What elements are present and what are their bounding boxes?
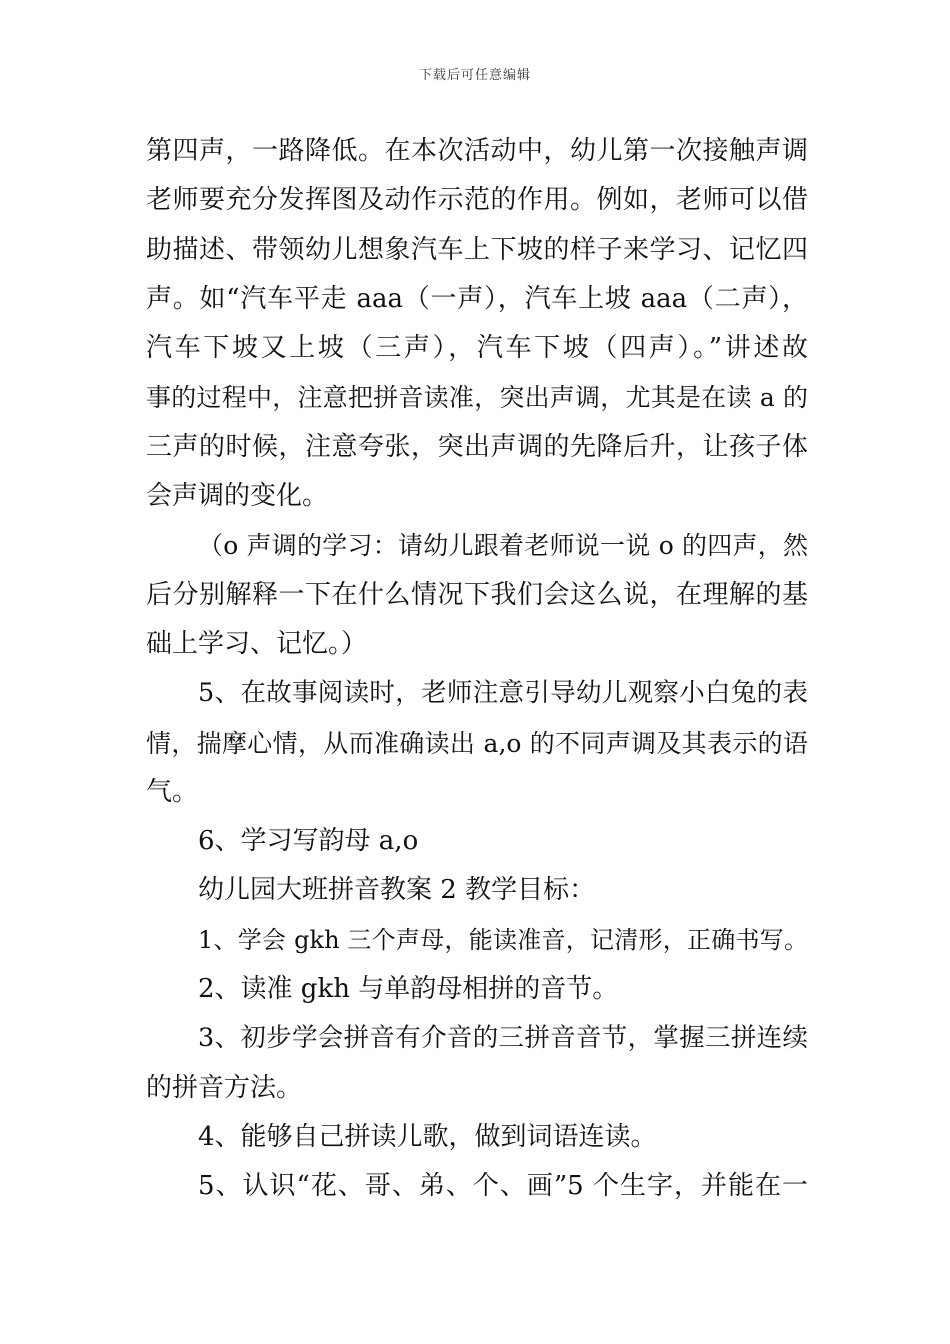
- text-line: 气。: [146, 776, 199, 807]
- text-line: 助描述、带领幼儿想象汽车上下坡的样子来学习、记忆四: [146, 234, 808, 265]
- text-line: （o 声调的学习：请幼儿跟着老师说一说 o 的四声，然: [198, 531, 808, 561]
- text-line: 三声的时候，注意夸张，突出声调的先降后升，让孩子体: [146, 431, 808, 462]
- text-line: 声。如“汽车平走 aaa（一声），汽车上坡 aaa（二声），: [146, 283, 808, 314]
- text-line: 汽车下坡又上坡（三声），汽车下坡（四声）。”讲述故: [146, 333, 808, 364]
- text-line: 老师要充分发挥图及动作示范的作用。例如，老师可以借: [146, 185, 808, 216]
- text-line: 事的过程中，注意把拼音读准，突出声调，尤其是在读 a 的: [146, 383, 808, 413]
- text-line: 6、学习写韵母 a,o: [198, 826, 419, 857]
- text-line: 情，揣摩心情，从而准确读出 a,o 的不同声调及其表示的语: [146, 728, 808, 758]
- document-body: [146, 127, 808, 1212]
- text-line: 5、在故事阅读时，老师注意引导幼儿观察小白兔的表: [198, 678, 808, 709]
- text-line: 会声调的变化。: [146, 481, 329, 512]
- text-line: 第四声，一路降低。在本次活动中，幼儿第一次接触声调: [146, 136, 808, 166]
- text-line: 础上学习、记忆。）: [146, 628, 368, 659]
- text-line: 1、学会 gkh 三个声母，能读准音，记清形，正确书写。: [198, 925, 808, 954]
- text-line: 后分别解释一下在什么情况下我们会这么说，在理解的基: [146, 579, 808, 610]
- text-line: 幼儿园大班拼音教案 2 教学目标：: [198, 875, 596, 906]
- page-header: 下载后可任意编辑: [418, 68, 531, 83]
- text-line: 4、能够自己拼读儿歌，做到词语连读。: [198, 1121, 657, 1152]
- text-line: 2、读准 gkh 与单韵母相拼的音节。: [198, 974, 619, 1005]
- text-line: 3、初步学会拼音有介音的三拼音音节，掌握三拼连续: [198, 1023, 808, 1054]
- text-line: 5、认识“花、哥、弟、个、画”5 个生字，并能在一: [198, 1171, 808, 1202]
- text-line: 的拼音方法。: [146, 1072, 303, 1103]
